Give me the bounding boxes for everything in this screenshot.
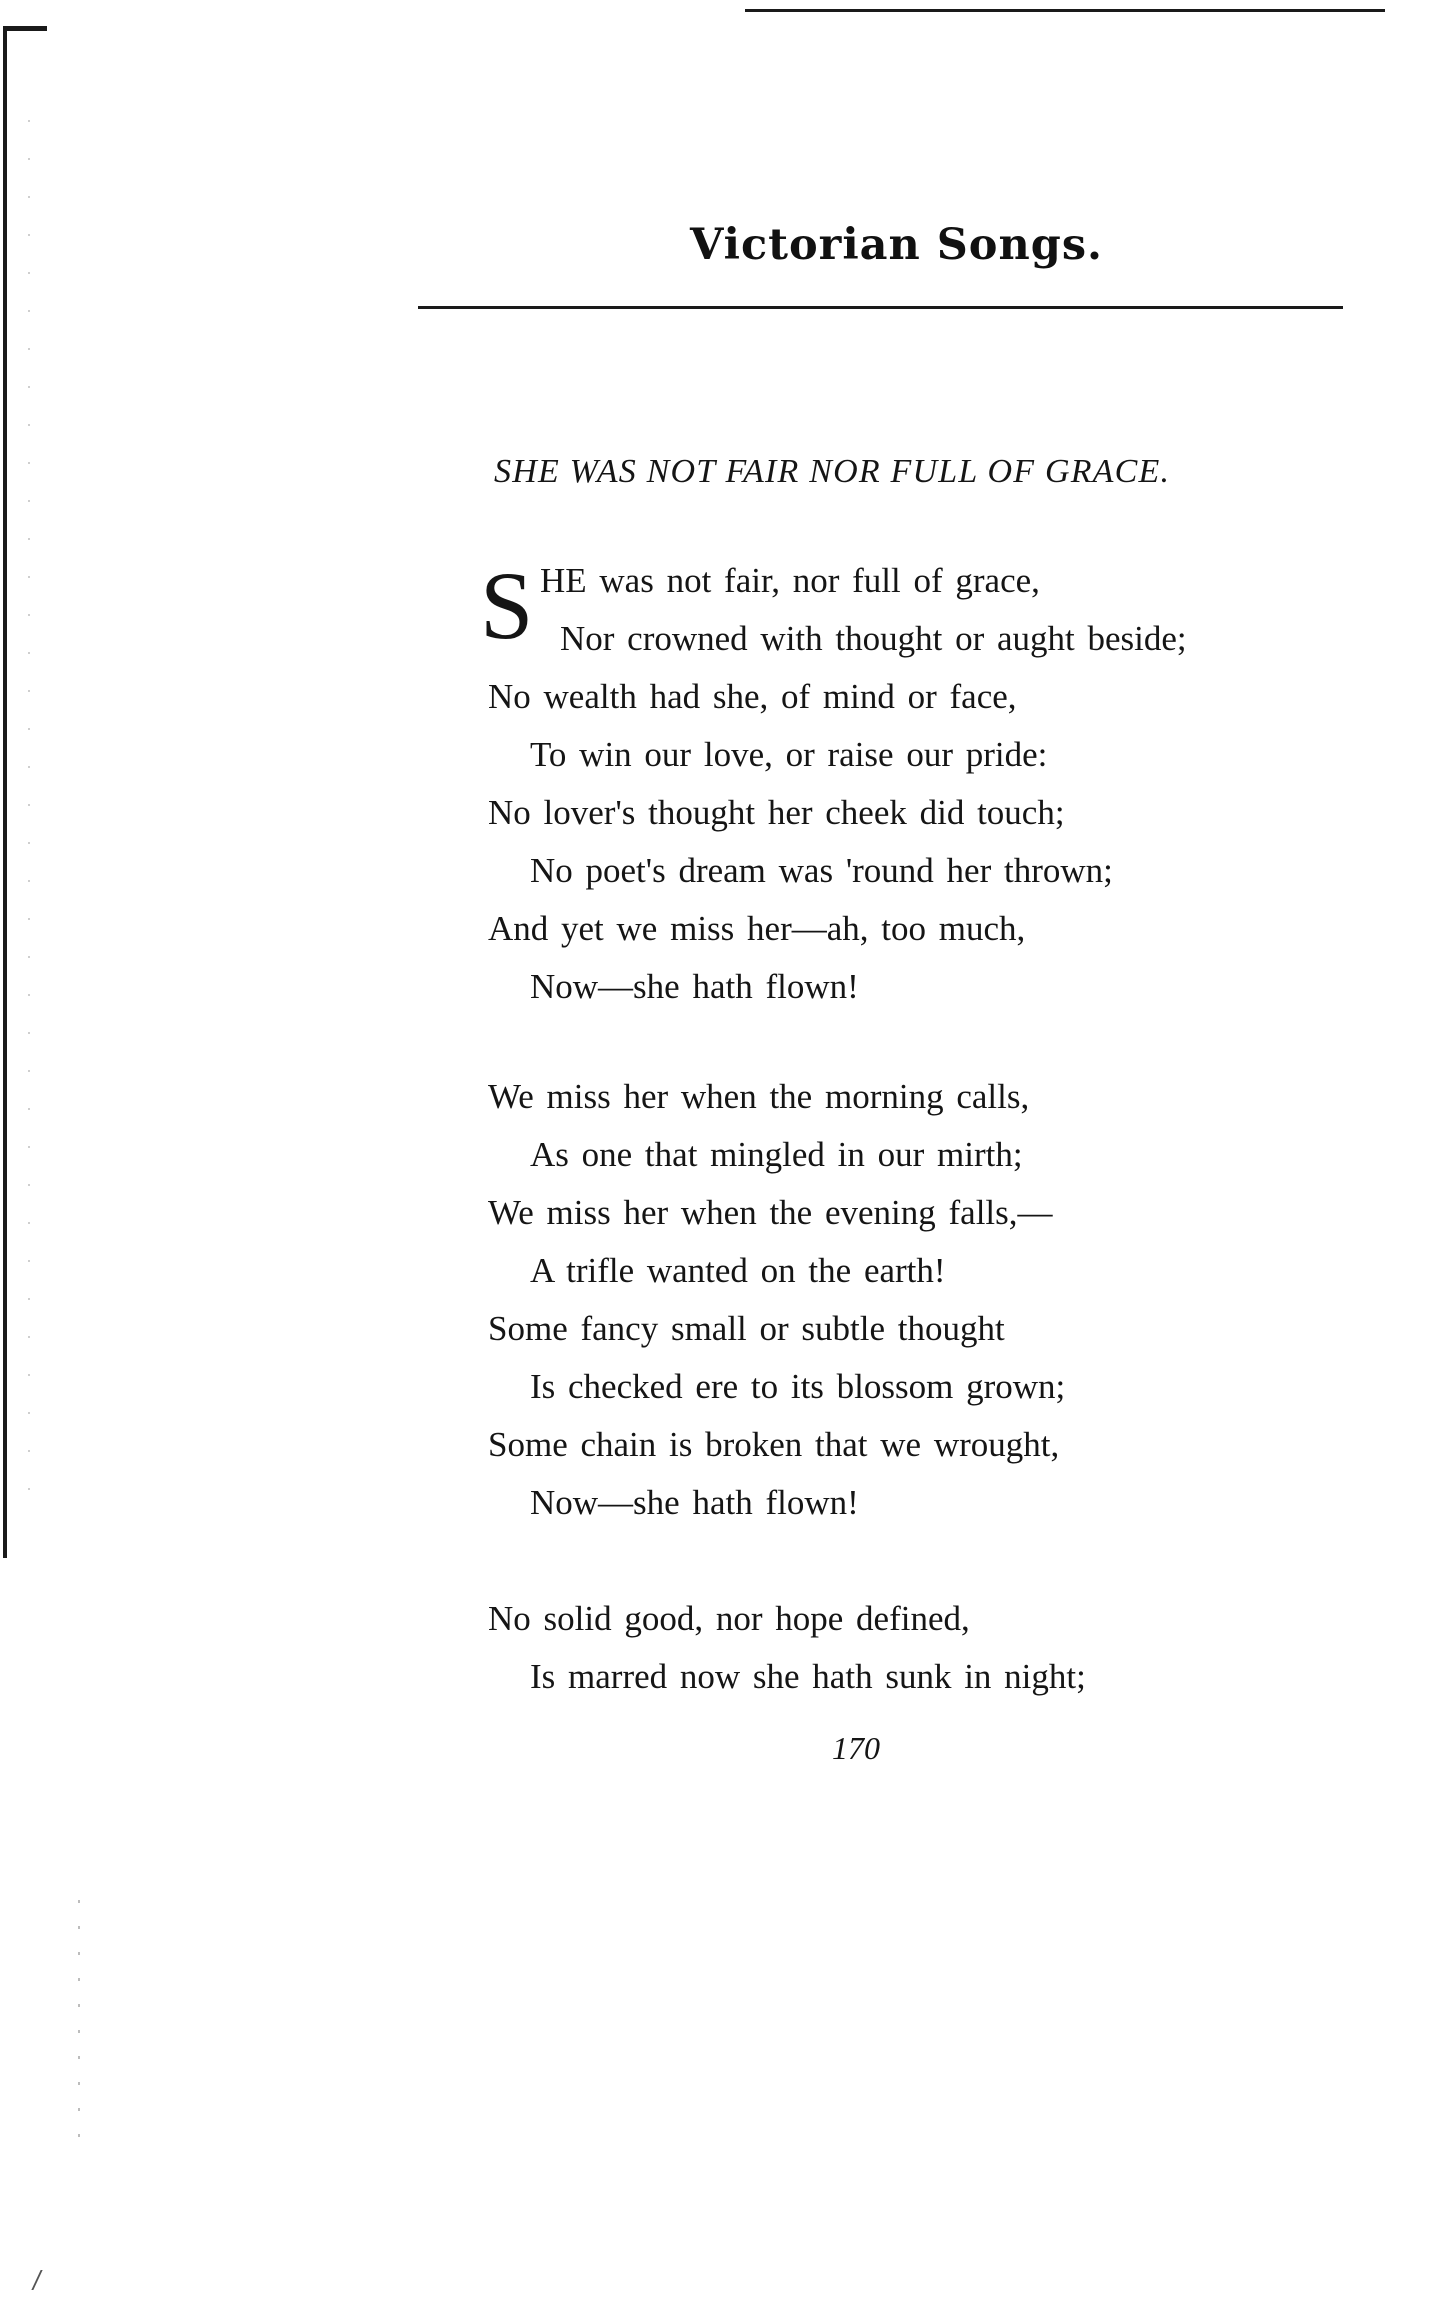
scan-bottom-mark — [31, 2270, 48, 2290]
scan-corner-mark — [3, 26, 47, 31]
poem-line: Is checked ere to its blossom grown; — [530, 1367, 1066, 1406]
page-number: 170 — [832, 1730, 880, 1766]
poem-line: And yet we miss her—ah, too much, — [488, 909, 1026, 948]
running-head: Victorian Songs. — [690, 220, 1103, 270]
stanza-2 — [488, 1068, 1368, 1532]
scan-gutter-specks-lower — [78, 1900, 80, 2150]
poem-line: We miss her when the evening falls,— — [488, 1193, 1053, 1232]
poem-title: SHE WAS NOT FAIR NOR FULL OF GRACE. — [494, 453, 1171, 490]
scan-top-edge — [745, 9, 1385, 12]
poem-line: No poet's dream was 'round her thrown; — [530, 851, 1113, 890]
scan-left-edge — [3, 28, 7, 1558]
poem-line: Now—she hath flown! — [530, 967, 859, 1006]
poem-line: No solid good, nor hope defined, — [488, 1599, 970, 1638]
poem-line: Some fancy small or subtle thought — [488, 1309, 1005, 1348]
poem-line: To win our love, or raise our pride: — [530, 735, 1048, 774]
poem-line: Is marred now she hath sunk in night; — [530, 1657, 1086, 1696]
poem-line: No wealth had she, of mind or face, — [488, 677, 1017, 716]
stanza-1 — [480, 552, 1368, 1016]
poem-line: A trifle wanted on the earth! — [530, 1251, 946, 1290]
poem-line: As one that mingled in our mirth; — [530, 1135, 1023, 1174]
poem-line: No lover's thought her cheek did touch; — [488, 793, 1065, 832]
poem-line: Nor crowned with thought or aught beside; — [560, 619, 1187, 658]
line-text: HE was not fair, nor full of grace, — [540, 561, 1040, 600]
poem-line: We miss her when the morning calls, — [488, 1077, 1030, 1116]
header-rule — [418, 306, 1343, 309]
scan-gutter-specks — [28, 120, 30, 1500]
stanza-3 — [488, 1590, 1368, 1706]
poem-line: Some chain is broken that we wrought, — [488, 1425, 1060, 1464]
drop-cap: S — [480, 552, 534, 659]
poem-line: Now—she hath flown! — [530, 1483, 859, 1522]
